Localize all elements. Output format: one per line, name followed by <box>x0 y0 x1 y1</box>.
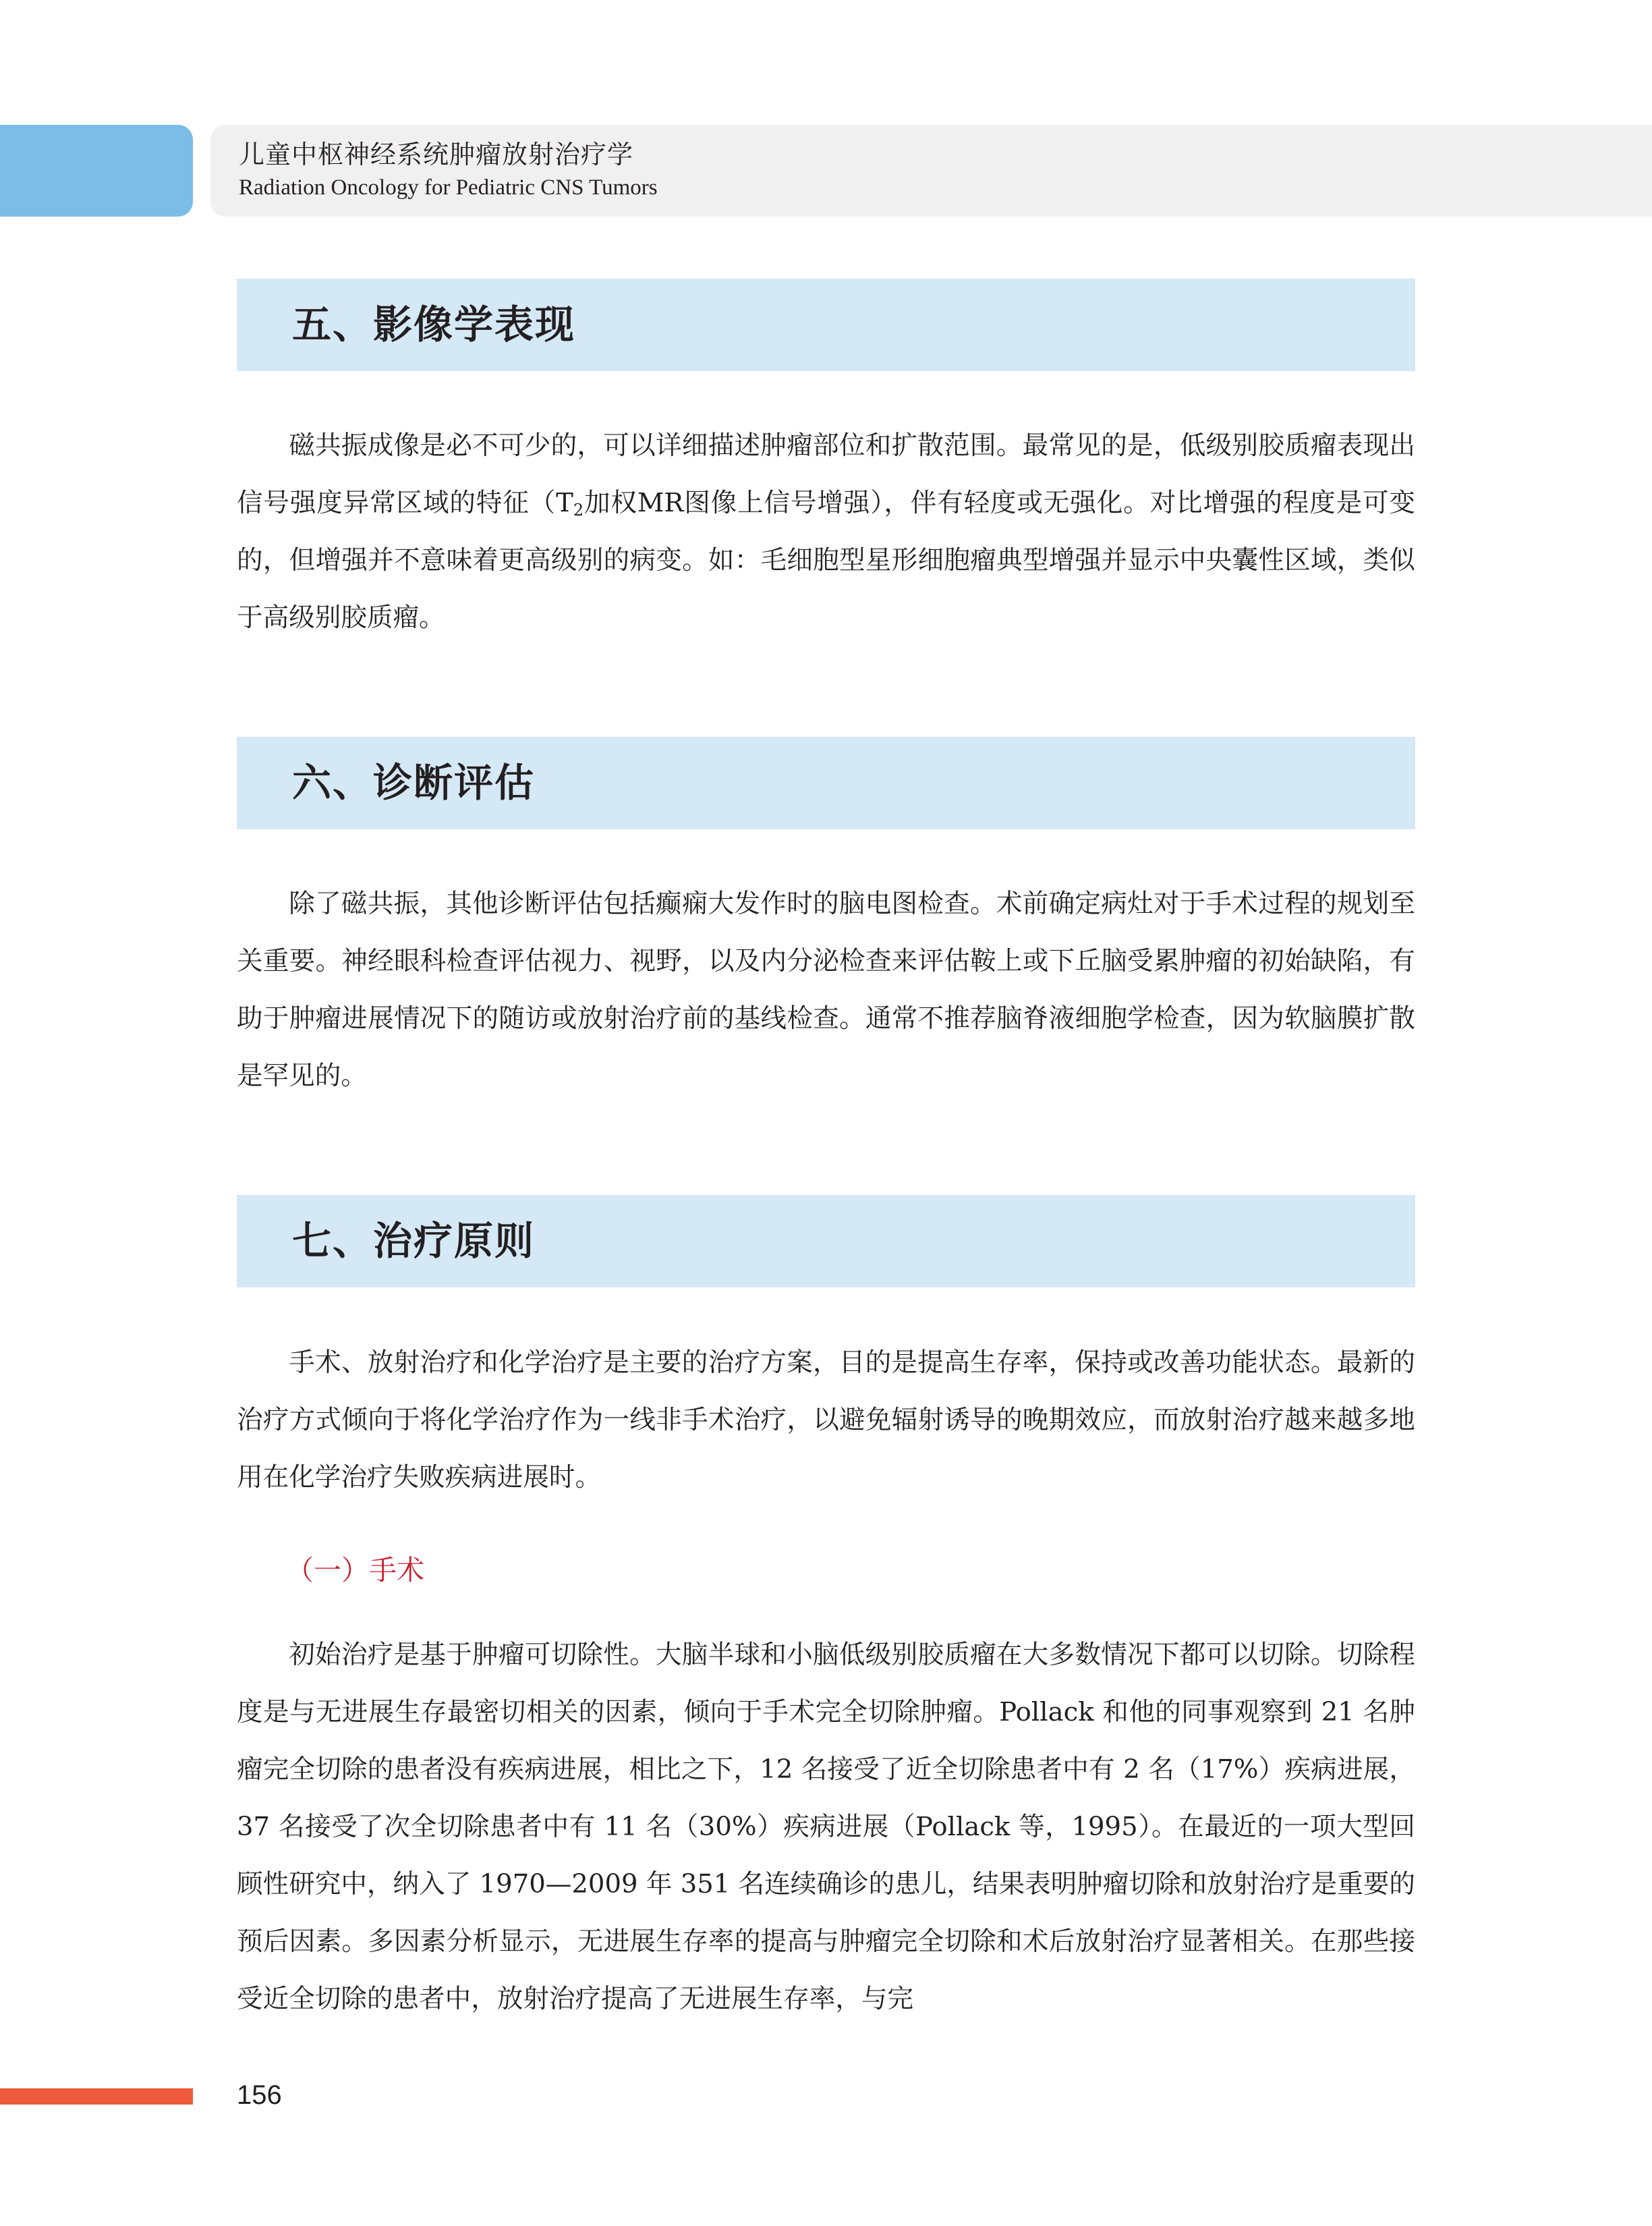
section-title-imaging: 五、影像学表现 <box>292 302 576 347</box>
paragraph-diagnosis: 除了磁共振，其他诊断评估包括癫痫大发作时的脑电图检查。术前确定病灶对于手术过程的规划至关重要。神经眼科检查评估视力、视野，以及内分泌检查来评估鞍上或下丘脑受累肿瘤的初始缺陷，有助于肿瘤进展情况下的随访或放射治疗前的基线检查。通常不推荐脑脊液细胞学检查，因为软脑膜扩散是罕见的。 <box>237 889 1415 1091</box>
header-accent-tab <box>0 125 193 217</box>
paragraph-surgery: 初始治疗是基于肿瘤可切除性。大脑半球和小脑低级别胶质瘤在大多数情况下都可以切除。切除程度是与无进展生存最密切相关的因素，倾向于手术完全切除肿瘤。Pollack 和他的同事观察到 21 名肿瘤完全切除的患者没有疾病进展，相比之下，12 名接受了近全切除患者中有 2 名（17%）疾病进展，37 名接受了次全切除患者中有 11 名（30%）疾病进展（Pollack 等，1995）。在最近的一项大型回顾性研究中，纳入了 1970—2009 年 351 名连续确诊的患儿，结果表明肿瘤切除和放射治疗是重要的预后因素。多因素分析显示，无进展生存率的提高与肿瘤完全切除和术后放射治疗显著相关。在那些接受近全切除的患者中，放射治疗提高了无进展生存率，与完 <box>237 1640 1415 2014</box>
subheading-surgery: （一）手术 <box>286 1554 424 1586</box>
page-number: 156 <box>237 2080 282 2110</box>
section-heading-imaging <box>237 279 1415 371</box>
paragraph-imaging-part2: 加权MR图像上信号增强），伴有轻度或无强化。对比增强的程度是可变的，但增强并不意味着更高级别的病变。如：毛细胞型星形细胞瘤典型增强并显示中央囊性区域，类似于高级别胶质瘤。 <box>237 488 1415 633</box>
section-heading-diagnosis <box>237 737 1415 829</box>
book-title-english: Radiation Oncology for Pediatric CNS Tumors <box>239 175 658 200</box>
section-heading-treatment <box>237 1195 1415 1287</box>
paragraph-treatment: 手术、放射治疗和化学治疗是主要的治疗方案，目的是提高生存率，保持或改善功能状态。最新的治疗方式倾向于将化学治疗作为一线非手术治疗，以避免辐射诱导的晚期效应，而放射治疗越来越多地用在化学治疗失败疾病进展时。 <box>237 1347 1415 1493</box>
book-title-chinese: 儿童中枢神经系统肿瘤放射治疗学 <box>239 140 634 169</box>
paragraph-imaging <box>237 417 1415 646</box>
section-title-diagnosis: 六、诊断评估 <box>292 760 536 806</box>
subscript-2: 2 <box>573 501 584 520</box>
footer-accent-bar <box>0 2088 193 2105</box>
paragraph-imaging-part1: 磁共振成像是必不可少的，可以详细描述肿瘤部位和扩散范围。最常见的是，低级别胶质瘤表现出信号强度异常区域的特征（T <box>237 430 1415 518</box>
section-title-treatment: 七、治疗原则 <box>292 1218 536 1264</box>
